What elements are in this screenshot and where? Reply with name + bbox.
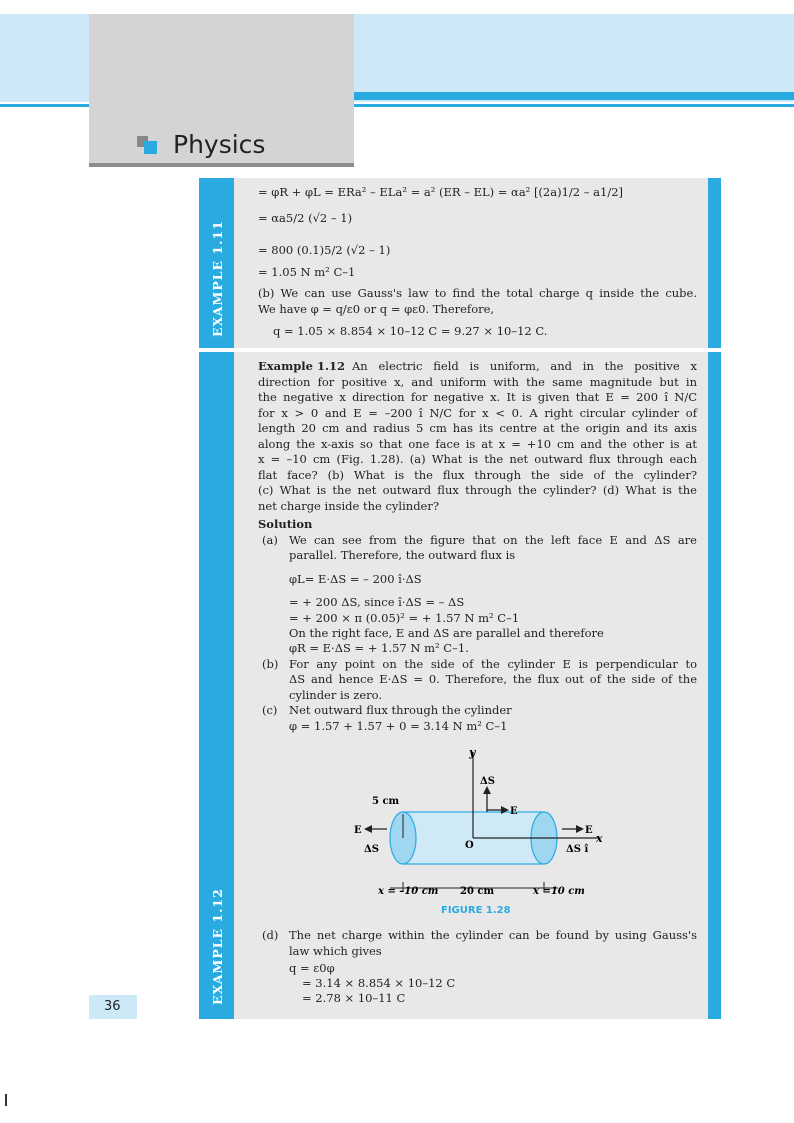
part-a-eq-5: φR = E·ΔS = + 1.57 N m² C–1. (289, 641, 469, 655)
ds-right-label: ΔS î (566, 844, 589, 855)
part-a-eq-1: φL= E·ΔS = – 200 î·ΔS (289, 572, 422, 586)
ex12-problem-10: net charge inside the cylinder? (258, 499, 440, 513)
e-left-label: E (354, 825, 362, 836)
part-a-eq-2: = + 200 ΔS, since î·ΔS = – ΔS (289, 595, 465, 609)
ex12-problem-8: flat face? (b) What is the flux through the side of the cylinder? (258, 468, 697, 482)
ex12-problem-3: the negative x direction for negative x. It is given that E = 200 î N/C (258, 390, 697, 404)
x-axis-label: x (596, 832, 603, 845)
figure-caption: FIGURE 1.28 (441, 905, 511, 916)
ds-top-arrowhead (483, 786, 491, 794)
ex12-problem-6: along the x-axis so that one face is at x = +10 cm and the other is at (258, 437, 697, 451)
ex11-line-4: = 1.05 N m² C–1 (258, 265, 356, 279)
part-c-line-1: Net outward flux through the cylinder (289, 703, 512, 717)
e-top-label: E (510, 806, 518, 817)
ex12-title: Example 1.12 (258, 359, 345, 373)
header-stripe (354, 92, 794, 100)
ex11-part-b-2: We have φ = q/ε0 or q = φε0. Therefore, (258, 302, 495, 316)
part-b-line-3: cylinder is zero. (289, 688, 382, 702)
ex12-problem-4: for x > 0 and E = –200 î N/C for x < 0. A right circular cylinder of (258, 406, 697, 420)
example-1-11-box (234, 178, 708, 348)
part-d-marker: (d) (262, 928, 279, 942)
chapter-tab-rule (89, 163, 354, 167)
chapter-square-icon (144, 141, 157, 154)
ex12-problem-2: direction for positive x, and uniform with the same magnitude but in (258, 375, 697, 389)
origin-label: O (465, 840, 474, 851)
e-right-arrowhead (576, 825, 584, 833)
part-b-line-1: For any point on the side of the cylinder E is perpendicular to (289, 657, 697, 671)
x-left-label: x = –10 cm (378, 886, 439, 897)
length-label: 20 cm (460, 886, 495, 897)
ex11-line-1: = φR + φL = ERa² – ELa² = a² (ER – EL) = αa² [(2a)1/2 – a1/2] (258, 185, 624, 199)
y-axis-label: y (469, 746, 476, 759)
page-number: 36 (104, 999, 121, 1014)
figure-1-28 (340, 742, 630, 902)
crop-mark (5, 1094, 7, 1106)
solution-heading: Solution (258, 517, 313, 531)
ds-left-label: ΔS (364, 844, 379, 855)
radius-label: 5 cm (372, 796, 400, 807)
part-c-marker: (c) (262, 703, 278, 717)
x-right-label: x =10 cm (533, 886, 585, 897)
part-a-eq-4: On the right face, E and ΔS are parallel and therefore (289, 626, 604, 640)
part-b-line-2: ΔS and hence E·ΔS = 0. Therefore, the flux out of the side of the (289, 672, 697, 686)
part-a-marker: (a) (262, 533, 278, 547)
part-a-line-2: parallel. Therefore, the outward flux is (289, 548, 516, 562)
ex12-problem-7: x = –10 cm (Fig. 1.28). (a) What is the net outward flux through each (258, 452, 697, 466)
ex11-line-2: = αa5/2 (√2 – 1) (258, 211, 353, 225)
ex12-problem-9: (c) What is the net outward flux through the cylinder? (d) What is the (258, 483, 697, 497)
part-d-line-1: The net charge within the cylinder can be found by using Gauss's (289, 928, 697, 942)
ex12-problem-5: length 20 cm and radius 5 cm has its centre at the origin and its axis (258, 421, 697, 435)
ex11-part-b-1: (b) We can use Gauss's law to find the total charge q inside the cube. (258, 286, 697, 300)
part-d-line-3: q = ε0φ (289, 961, 335, 975)
ex11-line-3: = 800 (0.1)5/2 (√2 – 1) (258, 243, 391, 257)
part-d-line-5: = 2.78 × 10–11 C (302, 991, 406, 1005)
part-d-line-4: = 3.14 × 8.854 × 10–12 C (302, 976, 456, 990)
example-1-12-label: EXAMPLE 1.12 (210, 888, 225, 1005)
ex11-part-b-3: q = 1.05 × 8.854 × 10–12 C = 9.27 × 10–12 C. (273, 324, 548, 338)
ex12-problem-1: An electric field is uniform, and in the positive x (352, 359, 697, 373)
example-1-11-label: EXAMPLE 1.11 (210, 220, 225, 337)
part-c-line-2: φ = 1.57 + 1.57 + 0 = 3.14 N m² C–1 (289, 719, 508, 733)
part-b-marker: (b) (262, 657, 279, 671)
part-d-line-2: law which gives (289, 944, 382, 958)
example-1-12-edge (708, 352, 721, 1019)
ds-top-label: ΔS (480, 776, 495, 787)
part-a-eq-3: = + 200 × π (0.05)² = + 1.57 N m² C–1 (289, 611, 520, 625)
chapter-title: Physics (173, 130, 266, 159)
example-1-11-edge (708, 178, 721, 348)
part-a-line-1: We can see from the figure that on the left face E and ΔS are (289, 533, 697, 547)
e-right-label: E (585, 825, 593, 836)
e-left-arrowhead (364, 825, 372, 833)
